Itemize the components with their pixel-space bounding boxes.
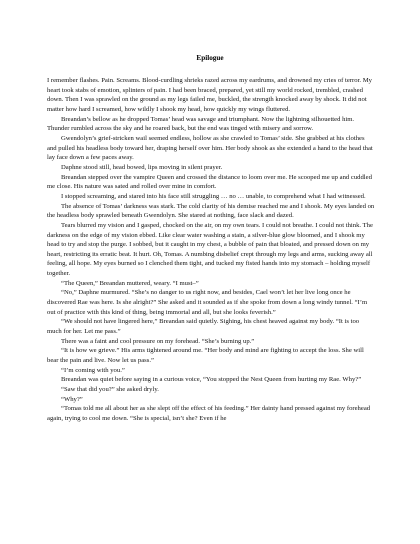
paragraph: “Saw that did you?” she asked dryly. [61,386,159,393]
paragraph: Breandan stepped over the vampire Queen and crossed the distance to loom over me. He scooped me up and cuddled me close. His nature was sated and rolled over mine in comfort. [47,173,372,191]
paragraph: Breandan’s bellow as he dropped Tomas’ head was savage and triumphant. Now the lightning silhouetted him. Thunder rumbled across the sky and he roared back, but the end was tinged with misery and sorrow. [47,115,355,133]
paragraph: “It is how we grieve.” His arms tightened around me. “Her body and mind are fighting to accept the loss. She will bear the pain and live. Now let us pass.” [47,347,364,365]
paragraph: The absence of Tomas’ darkness was stark. The cold clarity of his demise reached me and I shook. My eyes landed on the headless body sprawled beneath Gwendolyn. She stared at nothing, face slack and dazed. [47,202,375,220]
paragraph: “No,” Daphne murmured. “She’s no danger to us right now, and besides, Cael won’t let her live long once he discovered Rae was here. Is she alright?” She asked and it sounded as if she spoke from down a long windy tunnel. “I’m out of practice with this kind of thing, being immortal and all, but she looks feverish.” [47,289,368,316]
paragraph: Daphne stood still, head bowed, lips moving in silent prayer. [61,163,223,171]
paragraph: “The Queen,” Breandan muttered, weary. “I must–” [61,279,199,287]
paragraph: “Tomas told me all about her as she slept off the effect of his feeding.” Her dainty hand pressed against my forehead again, trying to cool me down. “She is special, isn’t she? Even if he [47,405,371,422]
paragraph: “We should not have lingered here,” Breandan said quietly. Sighing, his chest heaved against my body. “It is too much for her. Let me pass.” [47,318,360,336]
paragraph: I remember flashes. Pain. Screams. Blood-curdling shrieks razed across my eardrums, and drowned my cries of terror. My heart took stabs of emotion, splinters of pain. I had been braced, prepared, yet still my world rocked, trembled, crashed down. Then I was sprawled on the ground as my legs failed me, buckled, the strength knocked away by shock. It did not matter how hard I screamed, how wildly I shook my head, how quickly my wings fluttered. [47,77,372,113]
paragraph: “I’m coming with you.” [61,366,125,374]
chapter-body [47,76,375,424]
paragraph: Breandan was quiet before saying in a curious voice, “You stopped the Nest Queen from hurting my Rae. Why?” [61,376,362,384]
chapter-title: Epilogue [196,54,224,62]
paragraph: There was a faint and cool pressure on my forehead. “She’s burning up.” [61,337,255,345]
paragraph: I stopped screaming, and stared into his face still struggling … no … unable, to comprehend what I had witnessed. [61,192,366,200]
paragraph: Tears blurred my vision and I gasped, chocked on the air, on my own tears. I could not breathe. I could not think. The darkness on the edge of my vision ebbed. Like clear water washing a stain, a silver-blue glow bloomed, and I shook my head to try and stop the purge. I sobbed, but it caught in my chest, a bubble of pain that bloated, and pressed down on my heart, restricting its erratic beat. It hurt. Oh, Tomas. A numbing disbelief crept through my legs and arms, sucking away all feeling, all hope. My eyes burned so I clenched them tight, and tucked my fisted hands into my stomach – holding myself together. [47,221,373,278]
paragraph: Gwendolyn’s grief-stricken wail seemed endless, hollow as she crawled to Tomas’ side. She grabbed at his clothes and pulled his headless body toward her, draping herself over him. Her body shook as she extended a hand to the head that lay face down a few paces away. [47,134,373,162]
paragraph: “Why?” [61,395,83,403]
